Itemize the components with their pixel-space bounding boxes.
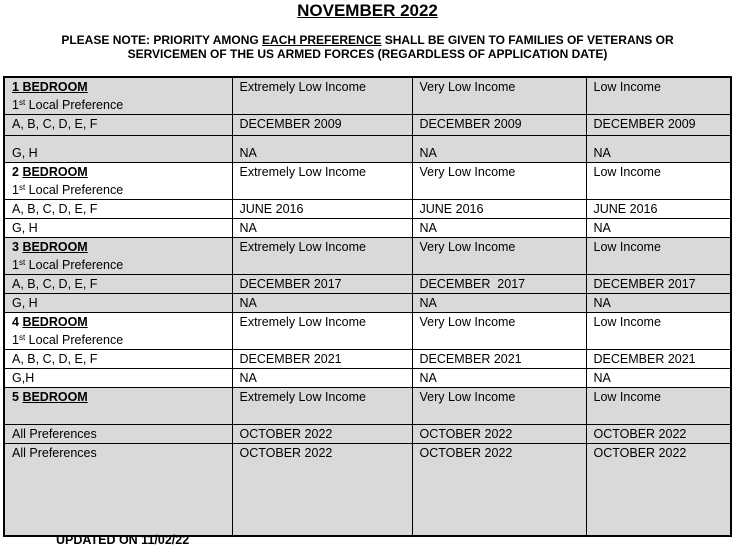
section-4-li-header: Low Income: [586, 313, 731, 350]
section-4-date-row: [4, 350, 731, 369]
section-2-vli-date: JUNE 2016: [412, 200, 586, 219]
section-2-eli-header: Extremely Low Income: [232, 163, 412, 200]
section-5-label-cell: [4, 388, 232, 425]
updated-footer: UPDATED ON 11/02/22: [56, 533, 190, 547]
section-3-eli-header: Extremely Low Income: [232, 238, 412, 275]
section-3-date-row: [4, 275, 731, 294]
section-2-groups-a: A, B, C, D, E, F: [4, 200, 232, 219]
section-1-header-row: [4, 77, 731, 115]
section-5-vli-header: Very Low Income: [412, 388, 586, 425]
section-3-li-header: Low Income: [586, 238, 731, 275]
section-5-all-row: [4, 444, 731, 537]
section-4-vli-header: Very Low Income: [412, 313, 586, 350]
note-text-a: PLEASE NOTE: PRIORITY AMONG: [61, 33, 263, 47]
section-1-li-na: NA: [586, 136, 731, 163]
pref-label: 1st Local Preference: [12, 258, 124, 272]
section-3-li-date: DECEMBER 2017: [586, 275, 731, 294]
section-4-vli-na: NA: [412, 369, 586, 388]
section-3-vli-date: DECEMBER 2017: [412, 275, 586, 294]
section-1-eli-na: NA: [232, 136, 412, 163]
section-5-li-date-2: OCTOBER 2022: [586, 444, 731, 537]
section-4-li-na: NA: [586, 369, 731, 388]
section-2-eli-date: JUNE 2016: [232, 200, 412, 219]
section-3-groups-a: A, B, C, D, E, F: [4, 275, 232, 294]
section-1-date-row: [4, 115, 731, 136]
section-3-eli-date: DECEMBER 2017: [232, 275, 412, 294]
section-2-title: 2 BEDROOM: [12, 165, 88, 179]
section-5-date-row: [4, 425, 731, 444]
section-4-header-row: [4, 313, 731, 350]
section-2-header-row: [4, 163, 731, 200]
section-3-li-na: NA: [586, 294, 731, 313]
section-3-groups-g: G, H: [4, 294, 232, 313]
section-5-header-row: [4, 388, 731, 425]
page-title: NOVEMBER 2022: [297, 1, 438, 20]
section-2-label-cell: [4, 163, 232, 200]
section-3-vli-header: Very Low Income: [412, 238, 586, 275]
section-3-eli-na: NA: [232, 294, 412, 313]
section-5-vli-date-2: OCTOBER 2022: [412, 444, 586, 537]
section-2-eli-na: NA: [232, 219, 412, 238]
waitlist-table: [3, 76, 732, 537]
section-4-eli-na: NA: [232, 369, 412, 388]
section-1-vli-header: Very Low Income: [412, 77, 586, 115]
section-4-groups-g: G,H: [4, 369, 232, 388]
section-5-vli-date: OCTOBER 2022: [412, 425, 586, 444]
section-2-vli-na: NA: [412, 219, 586, 238]
section-3-header-row: [4, 238, 731, 275]
pref-label: 1st Local Preference: [12, 98, 124, 112]
section-4-vli-date: DECEMBER 2021: [412, 350, 586, 369]
section-5-title: 5 BEDROOM: [12, 390, 88, 404]
section-3-label-cell: [4, 238, 232, 275]
note-emphasis: EACH PREFERENCE: [262, 33, 382, 47]
section-1-vli-na: NA: [412, 136, 586, 163]
section-1-eli-date: DECEMBER 2009: [232, 115, 412, 136]
section-5-all-prefs-2: All Preferences: [4, 444, 232, 537]
section-5-eli-date-2: OCTOBER 2022: [232, 444, 412, 537]
section-1-label-cell: [4, 77, 232, 115]
section-4-gh-row: [4, 369, 731, 388]
section-4-eli-header: Extremely Low Income: [232, 313, 412, 350]
section-5-eli-header: Extremely Low Income: [232, 388, 412, 425]
section-2-li-na: NA: [586, 219, 731, 238]
section-5-eli-date: OCTOBER 2022: [232, 425, 412, 444]
section-1-li-header: Low Income: [586, 77, 731, 115]
section-2-li-header: Low Income: [586, 163, 731, 200]
pref-label: 1st Local Preference: [12, 183, 124, 197]
section-5-all-prefs: All Preferences: [4, 425, 232, 444]
section-1-vli-date: DECEMBER 2009: [412, 115, 586, 136]
note-text-c: SHALL BE GIVEN TO FAMILIES OF VETERANS OR: [381, 33, 674, 47]
section-1-eli-header: Extremely Low Income: [232, 77, 412, 115]
section-5-li-date: OCTOBER 2022: [586, 425, 731, 444]
section-4-groups-a: A, B, C, D, E, F: [4, 350, 232, 369]
section-2-date-row: [4, 200, 731, 219]
section-3-gh-row: [4, 294, 731, 313]
section-4-label-cell: [4, 313, 232, 350]
section-2-vli-header: Very Low Income: [412, 163, 586, 200]
section-2-li-date: JUNE 2016: [586, 200, 731, 219]
section-5-li-header: Low Income: [586, 388, 731, 425]
section-4-eli-date: DECEMBER 2021: [232, 350, 412, 369]
section-1-groups-a: A, B, C, D, E, F: [4, 115, 232, 136]
section-2-gh-row: [4, 219, 731, 238]
priority-note: [30, 33, 705, 61]
section-1-groups-g: G, H: [4, 136, 232, 163]
section-1-title: 1 BEDROOM: [12, 80, 88, 94]
section-3-vli-na: NA: [412, 294, 586, 313]
section-4-title: 4 BEDROOM: [12, 315, 88, 329]
pref-label: 1st Local Preference: [12, 333, 124, 347]
section-1-li-date: DECEMBER 2009: [586, 115, 731, 136]
section-3-title: 3 BEDROOM: [12, 240, 88, 254]
section-4-li-date: DECEMBER 2021: [586, 350, 731, 369]
note-text-line2: SERVICEMEN OF THE US ARMED FORCES (REGARDLESS OF APPLICATION DATE): [127, 47, 608, 61]
section-1-gh-row: [4, 136, 731, 163]
section-2-groups-g: G, H: [4, 219, 232, 238]
